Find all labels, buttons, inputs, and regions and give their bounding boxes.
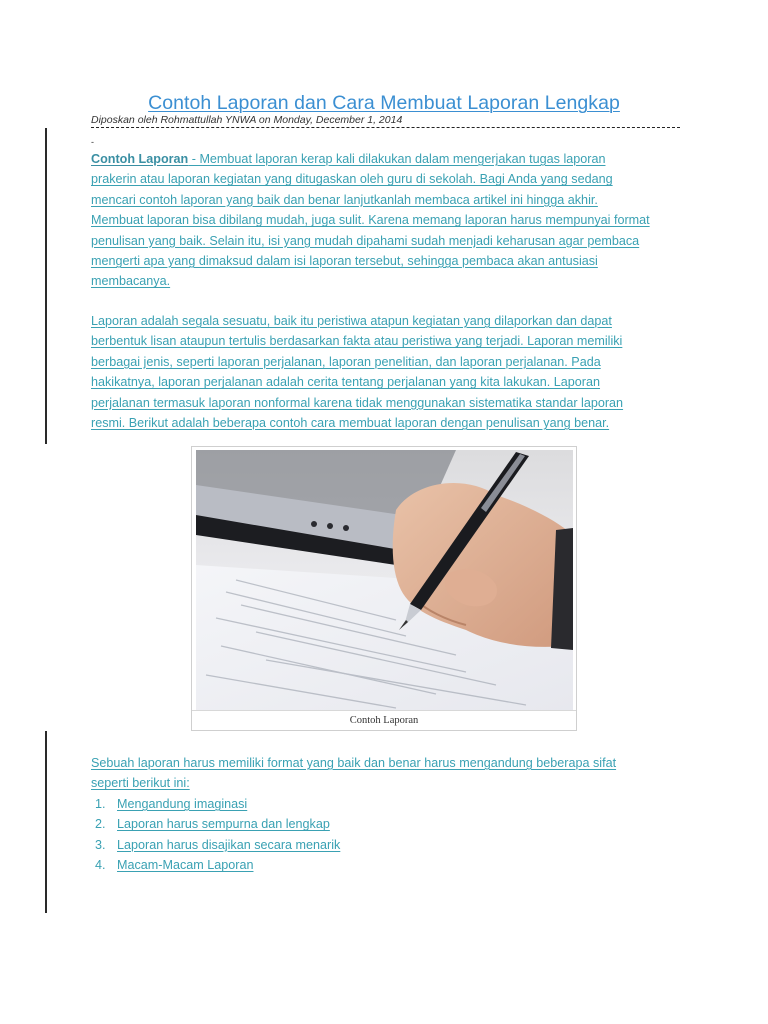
paragraph-line <box>91 352 691 372</box>
list-item[interactable] <box>95 855 340 875</box>
paragraph-line-link[interactable]: Membuat laporan bisa dibilang mudah, juga sulit. Karena memang laporan harus mempunyai format <box>91 213 650 228</box>
margin-change-bar <box>45 731 47 913</box>
paragraph-line <box>91 271 691 291</box>
paragraph-line-link[interactable]: perjalanan termasuk laporan nonformal karena tidak menggunakan sistematika standar laporan <box>91 395 624 410</box>
paragraph-line-link[interactable]: berbentuk lisan ataupun tertulis berdasarkan fakta atau peristiwa yang terjadi. Laporan memiliki <box>91 334 623 349</box>
paragraph-line-link[interactable]: - Membuat laporan kerap kali dilakukan dalam mengerjakan tugas laporan <box>188 152 606 166</box>
paragraph-line <box>91 753 691 773</box>
paragraph-line <box>91 773 691 793</box>
lead-link[interactable]: Contoh Laporan <box>91 152 189 166</box>
paragraph-line-link[interactable]: membacanya. <box>91 274 171 289</box>
post-meta: Diposkan oleh Rohmattullah YNWA on Monday, December 1, 2014 <box>91 114 403 126</box>
list-item[interactable] <box>95 814 340 834</box>
list-item[interactable] <box>95 835 340 855</box>
properties-list <box>95 794 340 876</box>
paragraph-line-link[interactable]: mengerti apa yang dimaksud dalam isi laporan tersebut, sehingga pembaca akan antusiasi <box>91 254 598 269</box>
photo-illustration <box>196 450 573 710</box>
list-number: 2. <box>95 817 106 832</box>
paragraph-line <box>91 331 691 351</box>
definition-paragraph <box>91 311 691 433</box>
paragraph-line-link[interactable]: penulisan yang baik. Selain itu, isi yang mudah dipahami sudah menjadi keharusan agar pembaca <box>91 233 640 248</box>
figure-box <box>191 446 577 731</box>
paragraph-line <box>91 393 691 413</box>
paragraph-line <box>91 311 691 331</box>
list-item[interactable] <box>95 794 340 814</box>
dashed-divider <box>91 127 680 128</box>
list-text: Laporan harus sempurna dan lengkap <box>117 817 330 832</box>
intro-paragraph <box>91 149 691 292</box>
paragraph-line-link[interactable]: Sebuah laporan harus memiliki format yang baik dan benar harus mengandung beberapa sifat <box>91 756 617 770</box>
list-number: 3. <box>95 837 106 852</box>
paragraph-line <box>91 190 691 210</box>
paragraph-line <box>91 413 691 433</box>
paragraph-line <box>91 372 691 392</box>
list-text: Laporan harus disajikan secara menarik <box>117 837 341 852</box>
hand-writing-photo <box>196 450 573 710</box>
article-title-link[interactable]: Contoh Laporan dan Cara Membuat Laporan Lengkap <box>148 92 620 114</box>
list-number: 4. <box>95 858 106 873</box>
paragraph-line-link[interactable]: mencari contoh laporan yang baik dan benar lanjutkanlah membaca artikel ini hingga akhir. <box>91 192 598 207</box>
list-number: 1. <box>95 797 106 811</box>
figure-caption: Contoh Laporan <box>192 710 576 730</box>
list-text: Mengandung imaginasi <box>117 797 248 811</box>
paragraph-line-link[interactable]: seperti berikut ini: <box>91 776 190 791</box>
paragraph-line-link[interactable]: Laporan adalah segala sesuatu, baik itu peristiwa atapun kegiatan yang dilaporkan dan dapat <box>91 314 612 328</box>
stray-mark: - <box>91 137 94 147</box>
paragraph-line <box>91 210 691 230</box>
margin-change-bar <box>45 128 47 444</box>
paragraph-line <box>91 149 691 169</box>
paragraph-line-link[interactable]: berbagai jenis, seperti laporan perjalanan, laporan penelitian, dan laporan perjalanan. Pada <box>91 354 601 369</box>
paragraph-line-link[interactable]: hakikatnya, laporan perjalanan adalah cerita tentang perjalanan yang kita lakukan. Laporan <box>91 375 601 390</box>
paragraph-line-link[interactable]: resmi. Berikut adalah beberapa contoh cara membuat laporan dengan penulisan yang benar. <box>91 416 610 431</box>
list-text: Macam-Macam Laporan <box>117 858 254 873</box>
paragraph-line <box>91 251 691 271</box>
paragraph-line <box>91 231 691 251</box>
paragraph-line-link[interactable]: prakerin atau laporan kegiatan yang ditugaskan oleh guru di sekolah. Bagi Anda yang sedang <box>91 172 613 187</box>
format-paragraph <box>91 753 691 794</box>
paragraph-line <box>91 169 691 189</box>
